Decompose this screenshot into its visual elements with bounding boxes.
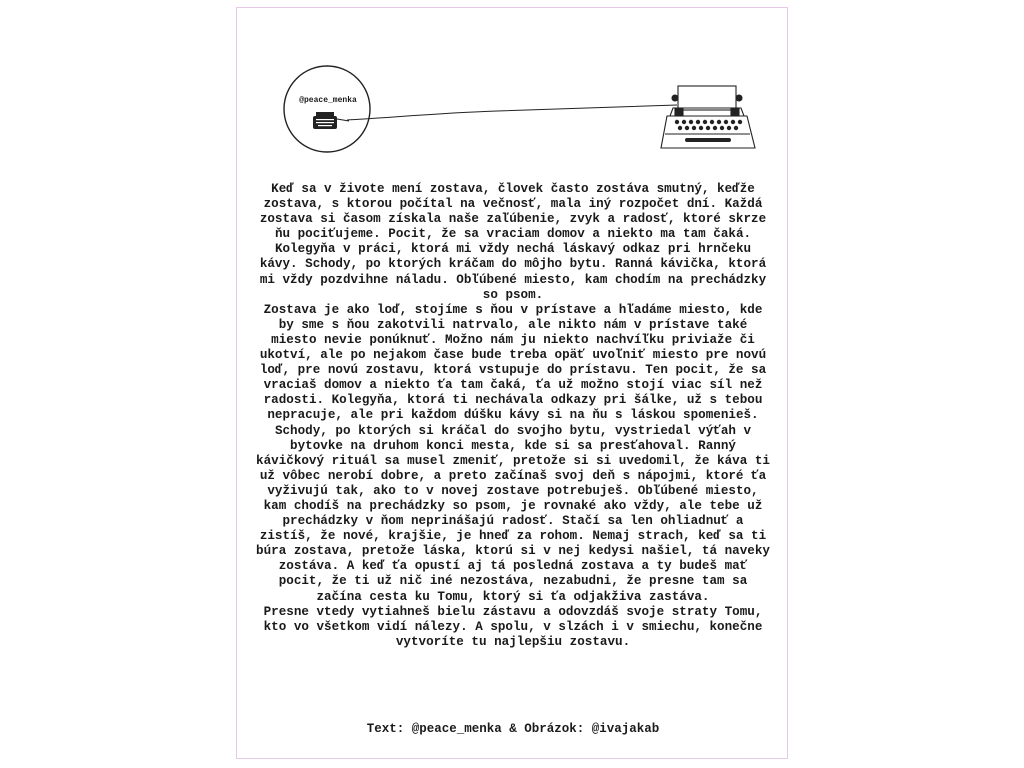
poem-body bbox=[255, 182, 771, 650]
badge-handle: @peace_menka bbox=[299, 96, 357, 105]
paragraph-3: Presne vtedy vytiahneš bielu zástavu a odovzdáš svoje straty Tomu, kto vo všetkom vidí nálezy. A spolu, v slzách i v smiechu, konečne vytvoríte tu najlepšiu zostavu. bbox=[263, 604, 763, 649]
document-page bbox=[236, 7, 788, 759]
badge-circle bbox=[284, 66, 370, 152]
paragraph-1: Keď sa v živote mení zostava, človek často zostáva smutný, keďže zostava, s ktorou počítal na večnosť, mala iný rozpočet dní. Každá zostava si časom získala naše zaľúbenie, zvyk a radosť, ktoré skrze ňu pociťujeme. Pocit, že sa vraciam domov a niekto ma tam čaká. Kolegyňa v práci, ktorá mi vždy nechá láskavý odkaz pri hrnčeku kávy. Schody, po ktorých kráčam do môjho bytu. Ranná kávička, ktorá mi vždy pozdvihne náladu. Obľúbené miesto, kam chodím na prechádzky so psom. bbox=[259, 182, 767, 302]
large-typewriter-icon bbox=[661, 86, 755, 148]
typewriter-illustration bbox=[237, 8, 789, 178]
credit-line: Text: @peace_menka & Obrázok: @ivajakab bbox=[366, 722, 660, 736]
mini-typewriter-icon bbox=[313, 112, 337, 129]
paragraph-2: Zostava je ako loď, stojíme s ňou v prístave a hľadáme miesto, kde by sme s ňou zakotvili natrvalo, ale nikto nám v prístave také miesto nevie ponúknuť. Možno nám ju niekto nachvíľku priviaže či ukotví, ale po nejakom čase bude treba opäť uvoľniť miesto pre novú loď, pre novú zostavu, ktorá vstupuje do prístavu. Ten pocit, že sa vraciaš domov a niekto ťa tam čaká, ťa už možno stojí viac síl než radosti. Kolegyňa, ktorá ti nechávala odkazy pri šálke, už s tebou nepracuje, ale pri každom dúšku kávy si na ňu s láskou spomenieš. Schody, po ktorých si kráčal do svojho bytu, vystriedal výťah v bytovke na druhom konci mesta, kde si sa presťahoval. Ranný kávičkový rituál sa musel zmeniť, pretože si si uvedomil, že káva ti už vôbec nerobí dobre, a preto začínaš svoj deň s nápojmi, ktoré ťa vyživujú tak, ako to v novej zostave potrebuješ. Obľúbené miesto, kam chodíš na prechádzky so psom, je rovnaké ako vždy, ale tebe už prechádzky v ňom neprinášajú radosť. Stačí sa len ohliadnuť a zistíš, že nové, krajšie, je hneď za rohom. Nemaj strach, keď sa ti búra zostava, pretože láska, ktorú si v nej kedysi našiel, tá naveky zostáva. A keď ťa opustí aj tá posledná zostava a ty budeš mať pocit, že ti už nič iné nezostáva, nezabudni, že presne tam sa začína cesta ku Tomu, ktorý si ťa odjakživa zastáva. bbox=[256, 302, 770, 604]
